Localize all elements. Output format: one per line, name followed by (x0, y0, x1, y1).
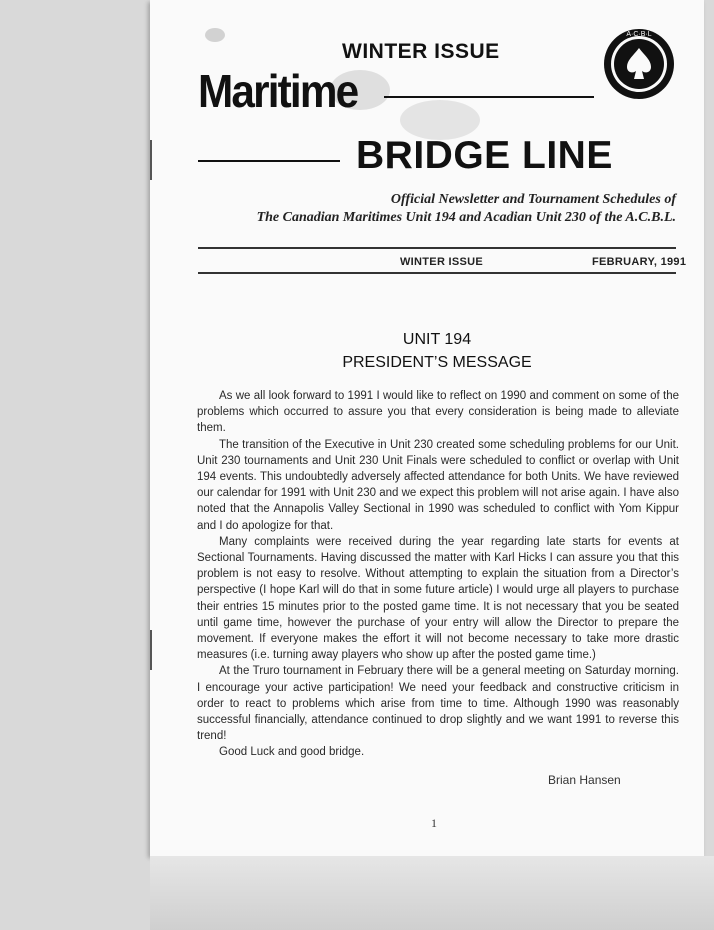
masthead-issue-banner: WINTER ISSUE (342, 40, 500, 63)
article-paragraph: Good Luck and good bridge. (219, 746, 365, 759)
issue-date: FEBRUARY, 1991 (592, 256, 687, 268)
page-number: 1 (431, 816, 437, 830)
masthead-title-bridge-line: BRIDGE LINE (356, 134, 613, 177)
header-divider (198, 247, 676, 249)
subtitle-line1: Official Newsletter and Tournament Schedules of (390, 192, 676, 207)
article-paragraph: Many complaints were received during the year regarding late starts for events at Sectional Tournaments. Having discussed the matter with Karl Hicks I can assure you that this problem is not easy to resolve. Without attempting to explain the situation from a Director’s perspective (I hope Karl will do that in some future article) I would urge all players to purchase their entries 15 minutes prior to the posted game time. It is not necessary that you be seated until game time, however the purchase of your entry will allow the Director to prepare the movement. If everyone makes the effort it will not become necessary to take more drastic measures (i.e. turning away players who show up after the posted game time.) (197, 535, 679, 662)
article-paragraph: The transition of the Executive in Unit 230 created some scheduling problems for our Unit. Unit 230 tournaments and Unit 230 Unit Finals were scheduled to conflict or overlap with Unit 194 events. This undoubtedly adversely affected attendance for both Units. We have reviewed our calendar for 1991 with Unit 230 and we expect this problem will not arise again. I have also noted that the Annapolis Valley Sectional in 1990 was scheduled to conflict with Yom Kippur and I do apologize for that. (197, 438, 679, 532)
subtitle (198, 191, 676, 227)
subtitle-line2: The Canadian Maritimes Unit 194 and Acadian Unit 230 of the A.C.B.L. (256, 210, 676, 225)
scan-background (150, 856, 714, 930)
signature: Brian Hansen (548, 773, 621, 787)
article-heading-title: PRESIDENT’S MESSAGE (342, 354, 532, 371)
article-body (197, 388, 679, 761)
article-paragraph: As we all look forward to 1991 I would like to reflect on 1990 and comment on some of the problems which occurred to assure you that every consideration is being made to alleviate them. (197, 390, 679, 435)
article-paragraph: At the Truro tournament in February there will be a general meeting on Saturday morning. I encourage your active participation! We need your feedback and constructive criticism in order to react to problems which arise from time to time. Although 1990 was reasonably successful financially, attendance continued to drop slightly and we want 1991 to reverse this trend! (197, 665, 679, 743)
staple-top (150, 140, 156, 180)
masthead-rule (384, 96, 594, 98)
staple-bottom (150, 630, 156, 670)
ink-smudge (205, 28, 225, 42)
masthead-rule (198, 160, 340, 162)
article-heading-unit: UNIT 194 (402, 331, 472, 348)
logo-letters: A·C·B·L (626, 31, 652, 38)
issue-label: WINTER ISSUE (400, 256, 484, 268)
acbl-logo (603, 28, 675, 100)
header-divider (198, 272, 676, 274)
masthead-title-maritime: Maritime (198, 65, 358, 117)
